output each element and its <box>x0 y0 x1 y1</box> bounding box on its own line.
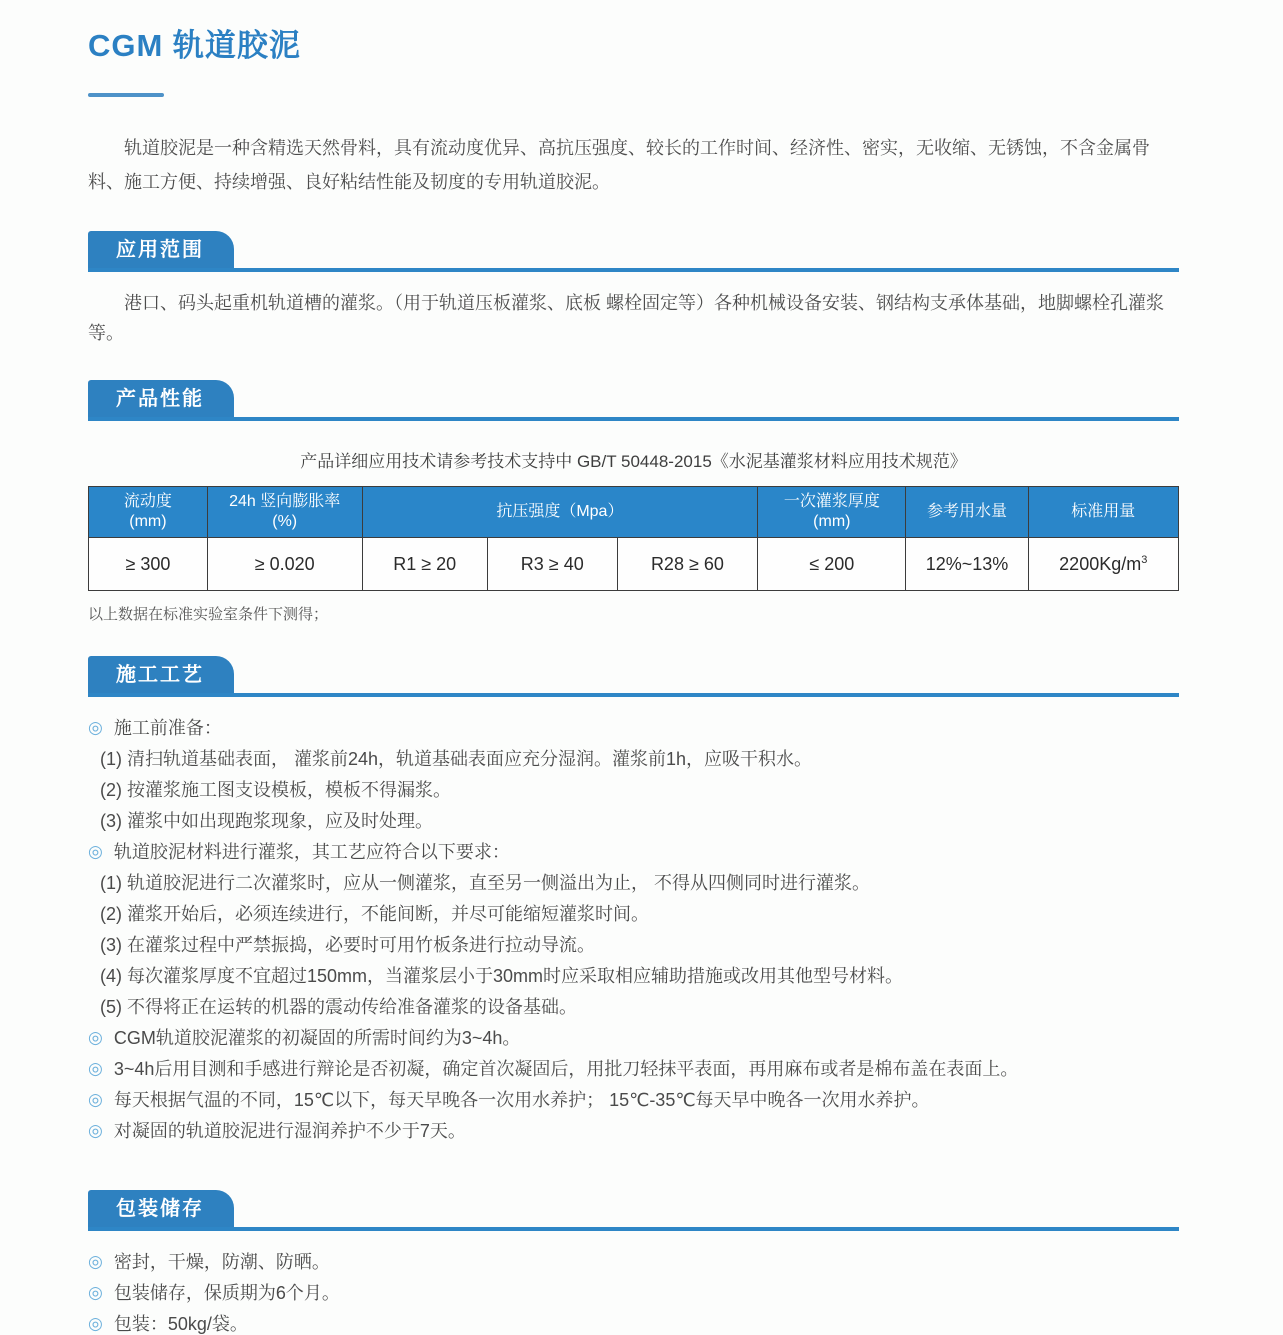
table-footnote: 以上数据在标准实验室条件下测得； <box>88 606 329 623</box>
header-cell-water-ratio: 参考用水量 <box>906 487 1028 538</box>
section-tab-performance: 产品性能 <box>88 380 234 417</box>
bullet-icon: ◎ <box>88 1283 103 1302</box>
section-packaging <box>88 1190 1179 1335</box>
table-data-row <box>89 538 1179 591</box>
list-item: (1) 轨道胶泥进行二次灌浆时，应从一侧灌浆，直至另一侧溢出为止， 不得从四侧同时进行灌浆。 <box>100 873 870 893</box>
section-heading-rule <box>88 1190 1179 1231</box>
cell-r3-value: R3 ≥ 40 <box>487 538 617 591</box>
section-process <box>88 656 1179 1142</box>
header-cell-grout-thickness: 一次灌浆厚度 (mm) <box>758 487 906 538</box>
bullet-icon: ◎ <box>88 1028 103 1047</box>
list-item: (1) 清扫轨道基础表面， 灌浆前24h，轨道基础表面应充分湿润。灌浆前1h，应吸干积水。 <box>100 749 813 769</box>
page-title: CGM 轨道胶泥 <box>88 28 301 63</box>
bullet-icon: ◎ <box>88 1059 103 1078</box>
table-header-row <box>89 487 1179 538</box>
section-tab-packaging: 包装储存 <box>88 1190 234 1227</box>
bullet-icon: ◎ <box>88 718 103 737</box>
performance-standard-caption: 产品详细应用技术请参考技术支持中 GB/T 50448-2015《水泥基灌浆材料应用技术规范》 <box>300 452 967 471</box>
cell-r1-value: R1 ≥ 20 <box>362 538 487 591</box>
title-underline <box>88 93 164 97</box>
list-item: (3) 在灌浆过程中严禁振捣，必要时可用竹板条进行拉动导流。 <box>100 935 595 955</box>
header-cell-fluidity: 流动度 (mm) <box>89 487 208 538</box>
bullet-icon: ◎ <box>88 1314 103 1333</box>
header-cell-expansion: 24h 竖向膨胀率 (%) <box>207 487 362 538</box>
cell-fluidity-value: ≥ 300 <box>89 538 208 591</box>
cell-dosage-value: $2200Kg/m^3$ <box>1028 538 1178 591</box>
bullet-icon: ◎ <box>88 1121 103 1140</box>
performance-table <box>88 486 1179 591</box>
list-item: ◎ 包装储存，保质期为6个月。 <box>88 1283 340 1303</box>
list-item: ◎ 施工前准备： <box>88 718 222 738</box>
list-item: ◎ 密封，干燥，防潮、防晒。 <box>88 1252 330 1272</box>
intro-paragraph: 轨道胶泥是一种含精选天然骨料，具有流动度优异、高抗压强度、较长的工作时间、经济性、密实，无收缩、无锈蚀，不含金属骨料、施工方便、持续增强、良好粘结性能及韧度的专用轨道胶泥。 <box>88 138 1150 192</box>
section-heading-rule <box>88 380 1179 421</box>
cell-water-value: 12%~13% <box>906 538 1028 591</box>
process-list <box>88 717 1179 1142</box>
section-heading-rule <box>88 656 1179 697</box>
list-item: (2) 灌浆开始后，必须连续进行，不能间断，并尽可能缩短灌浆时间。 <box>100 904 649 924</box>
list-item: (3) 灌浆中如出现跑浆现象，应及时处理。 <box>100 811 433 831</box>
list-item: (2) 按灌浆施工图支设模板，模板不得漏浆。 <box>100 780 451 800</box>
header-cell-compressive-strength: 抗压强度（Mpa） <box>362 487 758 538</box>
packaging-list <box>88 1251 1179 1335</box>
bullet-icon: ◎ <box>88 842 103 861</box>
section-application <box>88 231 1179 348</box>
bullet-icon: ◎ <box>88 1252 103 1271</box>
header-cell-standard-dosage: 标准用量 <box>1028 487 1178 538</box>
cell-thickness-value: ≤ 200 <box>758 538 906 591</box>
section-heading-rule <box>88 231 1179 272</box>
cell-r28-value: R28 ≥ 60 <box>617 538 758 591</box>
cell-expansion-value: ≥ 0.020 <box>207 538 362 591</box>
list-item: ◎ CGM轨道胶泥灌浆的初凝固的所需时间约为3~4h。 <box>88 1028 521 1048</box>
section-tab-application: 应用范围 <box>88 231 234 268</box>
list-item: ◎ 3~4h后用目测和手感进行辩论是否初凝，确定首次凝固后，用批刀轻抹平表面，再用麻布或者是棉布盖在表面上。 <box>88 1059 1019 1079</box>
list-item: ◎ 轨道胶泥材料进行灌浆，其工艺应符合以下要求： <box>88 842 510 862</box>
list-item: (5) 不得将正在运转的机器的震动传给准备灌浆的设备基础。 <box>100 997 577 1017</box>
application-body: 港口、码头起重机轨道槽的灌浆。（用于轨道压板灌浆、底板 螺栓固定等）各种机械设备安装、钢结构支承体基础，地脚螺栓孔灌浆等。 <box>88 293 1164 343</box>
list-item: ◎ 每天根据气温的不同，15℃以下，每天早晚各一次用水养护； 15℃-35℃每天早中晚各一次用水养护。 <box>88 1090 930 1110</box>
list-item: (4) 每次灌浆厚度不宜超过150mm，当灌浆层小于30mm时应采取相应辅助措施或改用其他型号材料。 <box>100 966 904 986</box>
list-item: ◎ 对凝固的轨道胶泥进行湿润养护不少于7天。 <box>88 1121 466 1141</box>
list-item: ◎ 包装：50kg/袋。 <box>88 1314 248 1334</box>
bullet-icon: ◎ <box>88 1090 103 1109</box>
section-tab-process: 施工工艺 <box>88 656 234 693</box>
section-performance <box>88 380 1179 624</box>
